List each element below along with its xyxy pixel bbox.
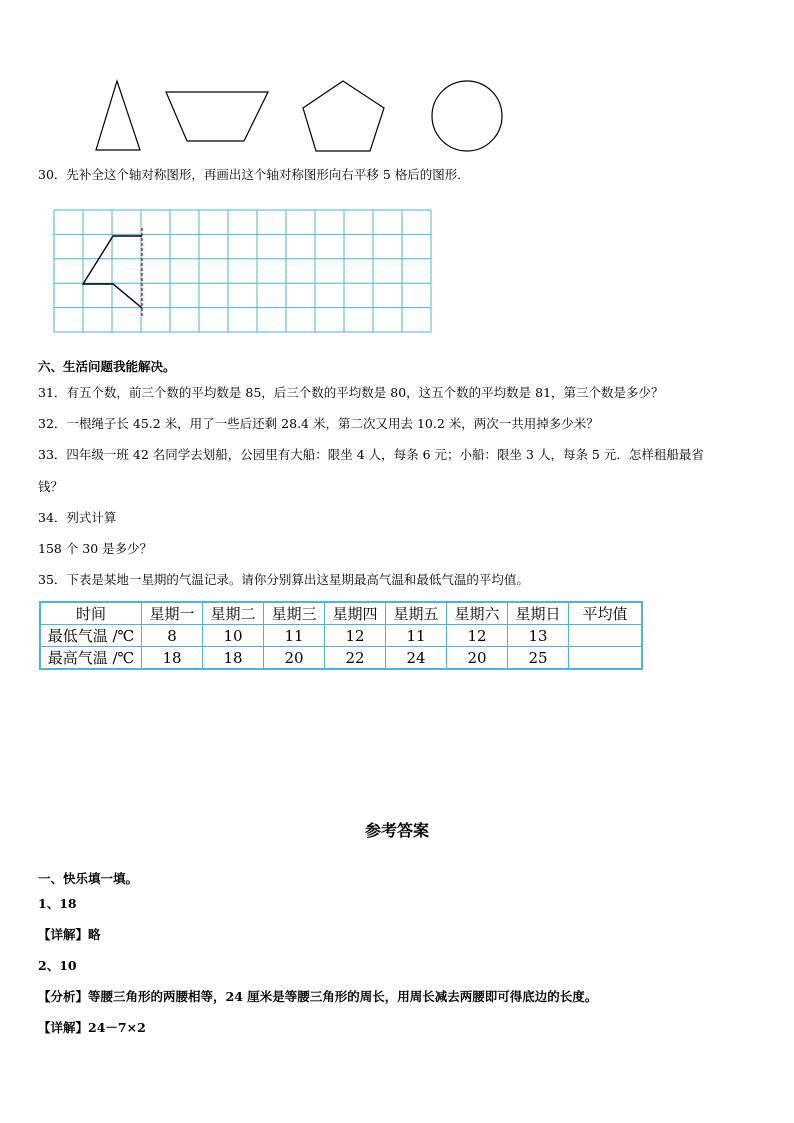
table-header-row (40, 602, 642, 625)
question-34-title: 34．列式计算 (38, 510, 117, 525)
section-6-title: 六、生活问题我能解决。 (38, 359, 176, 374)
question-30: 30．先补全这个轴对称图形，再画出这个轴对称图形向右平移 5 格后的图形． (38, 167, 470, 182)
table-cell: 13 (508, 625, 569, 647)
table-cell: 22 (325, 647, 386, 670)
header-cell: 星期六 (447, 602, 508, 625)
table-cell: 18 (142, 647, 203, 670)
answer-1: 1、18 (38, 896, 77, 911)
question-34-text: 158 个 30 是多少？ (38, 541, 153, 556)
pentagon-shape (303, 81, 384, 151)
question-35: 35．下表是某地一星期的气温记录。请你分别算出这星期最高气温和最低气温的平均值。 (38, 572, 529, 587)
answers-section-1: 一、快乐填一填。 (38, 871, 139, 886)
header-cell: 星期四 (325, 602, 386, 625)
table-cell: 25 (508, 647, 569, 670)
grid-figure (52, 208, 434, 334)
question-33-line2: 钱？ (38, 479, 64, 494)
table-cell (569, 625, 643, 647)
trapezoid-shape (166, 92, 268, 141)
header-cell: 星期三 (264, 602, 325, 625)
row-label: 最低气温 /℃ (40, 625, 142, 647)
table-cell: 10 (203, 625, 264, 647)
shapes-row (80, 75, 520, 155)
table-cell: 24 (386, 647, 447, 670)
answer-1-detail: 【详解】略 (38, 927, 101, 942)
answer-2: 2、10 (38, 958, 77, 973)
header-cell: 时间 (40, 602, 142, 625)
row-label: 最高气温 /℃ (40, 647, 142, 670)
table-row (40, 625, 642, 647)
table-cell (569, 647, 643, 670)
table-cell: 11 (264, 625, 325, 647)
header-cell: 星期二 (203, 602, 264, 625)
table-cell: 20 (447, 647, 508, 670)
header-cell: 星期五 (386, 602, 447, 625)
table-cell: 11 (386, 625, 447, 647)
question-31: 31．有五个数，前三个数的平均数是 85，后三个数的平均数是 80，这五个数的平均数是 81，第三个数是多少？ (38, 385, 664, 400)
header-cell: 星期日 (508, 602, 569, 625)
table-cell: 20 (264, 647, 325, 670)
circle-shape (432, 81, 502, 151)
table-cell: 18 (203, 647, 264, 670)
question-32: 32．一根绳子长 45.2 米，用了一些后还剩 28.4 米，第二次又用去 10.2 米，两次一共用掉多少米？ (38, 416, 599, 431)
temperature-table (39, 601, 643, 670)
header-cell: 平均值 (569, 602, 643, 625)
grid-lines (54, 210, 431, 332)
triangle-shape (96, 81, 140, 150)
table-cell: 8 (142, 625, 203, 647)
answers-title: 参考答案 (364, 821, 429, 840)
table-cell: 12 (325, 625, 386, 647)
table-row (40, 647, 642, 670)
answer-2-detail: 【详解】24－7×2 (38, 1020, 146, 1035)
answer-2-analysis: 【分析】等腰三角形的两腰相等，24 厘米是等腰三角形的周长，用周长减去两腰即可得底边的长度。 (38, 989, 598, 1004)
table-cell: 12 (447, 625, 508, 647)
header-cell: 星期一 (142, 602, 203, 625)
question-33-line1: 33．四年级一班 42 名同学去划船，公园里有大船：限坐 4 人，每条 6 元；小船：限坐 3 人，每条 5 元．怎样租船最省 (38, 447, 704, 462)
